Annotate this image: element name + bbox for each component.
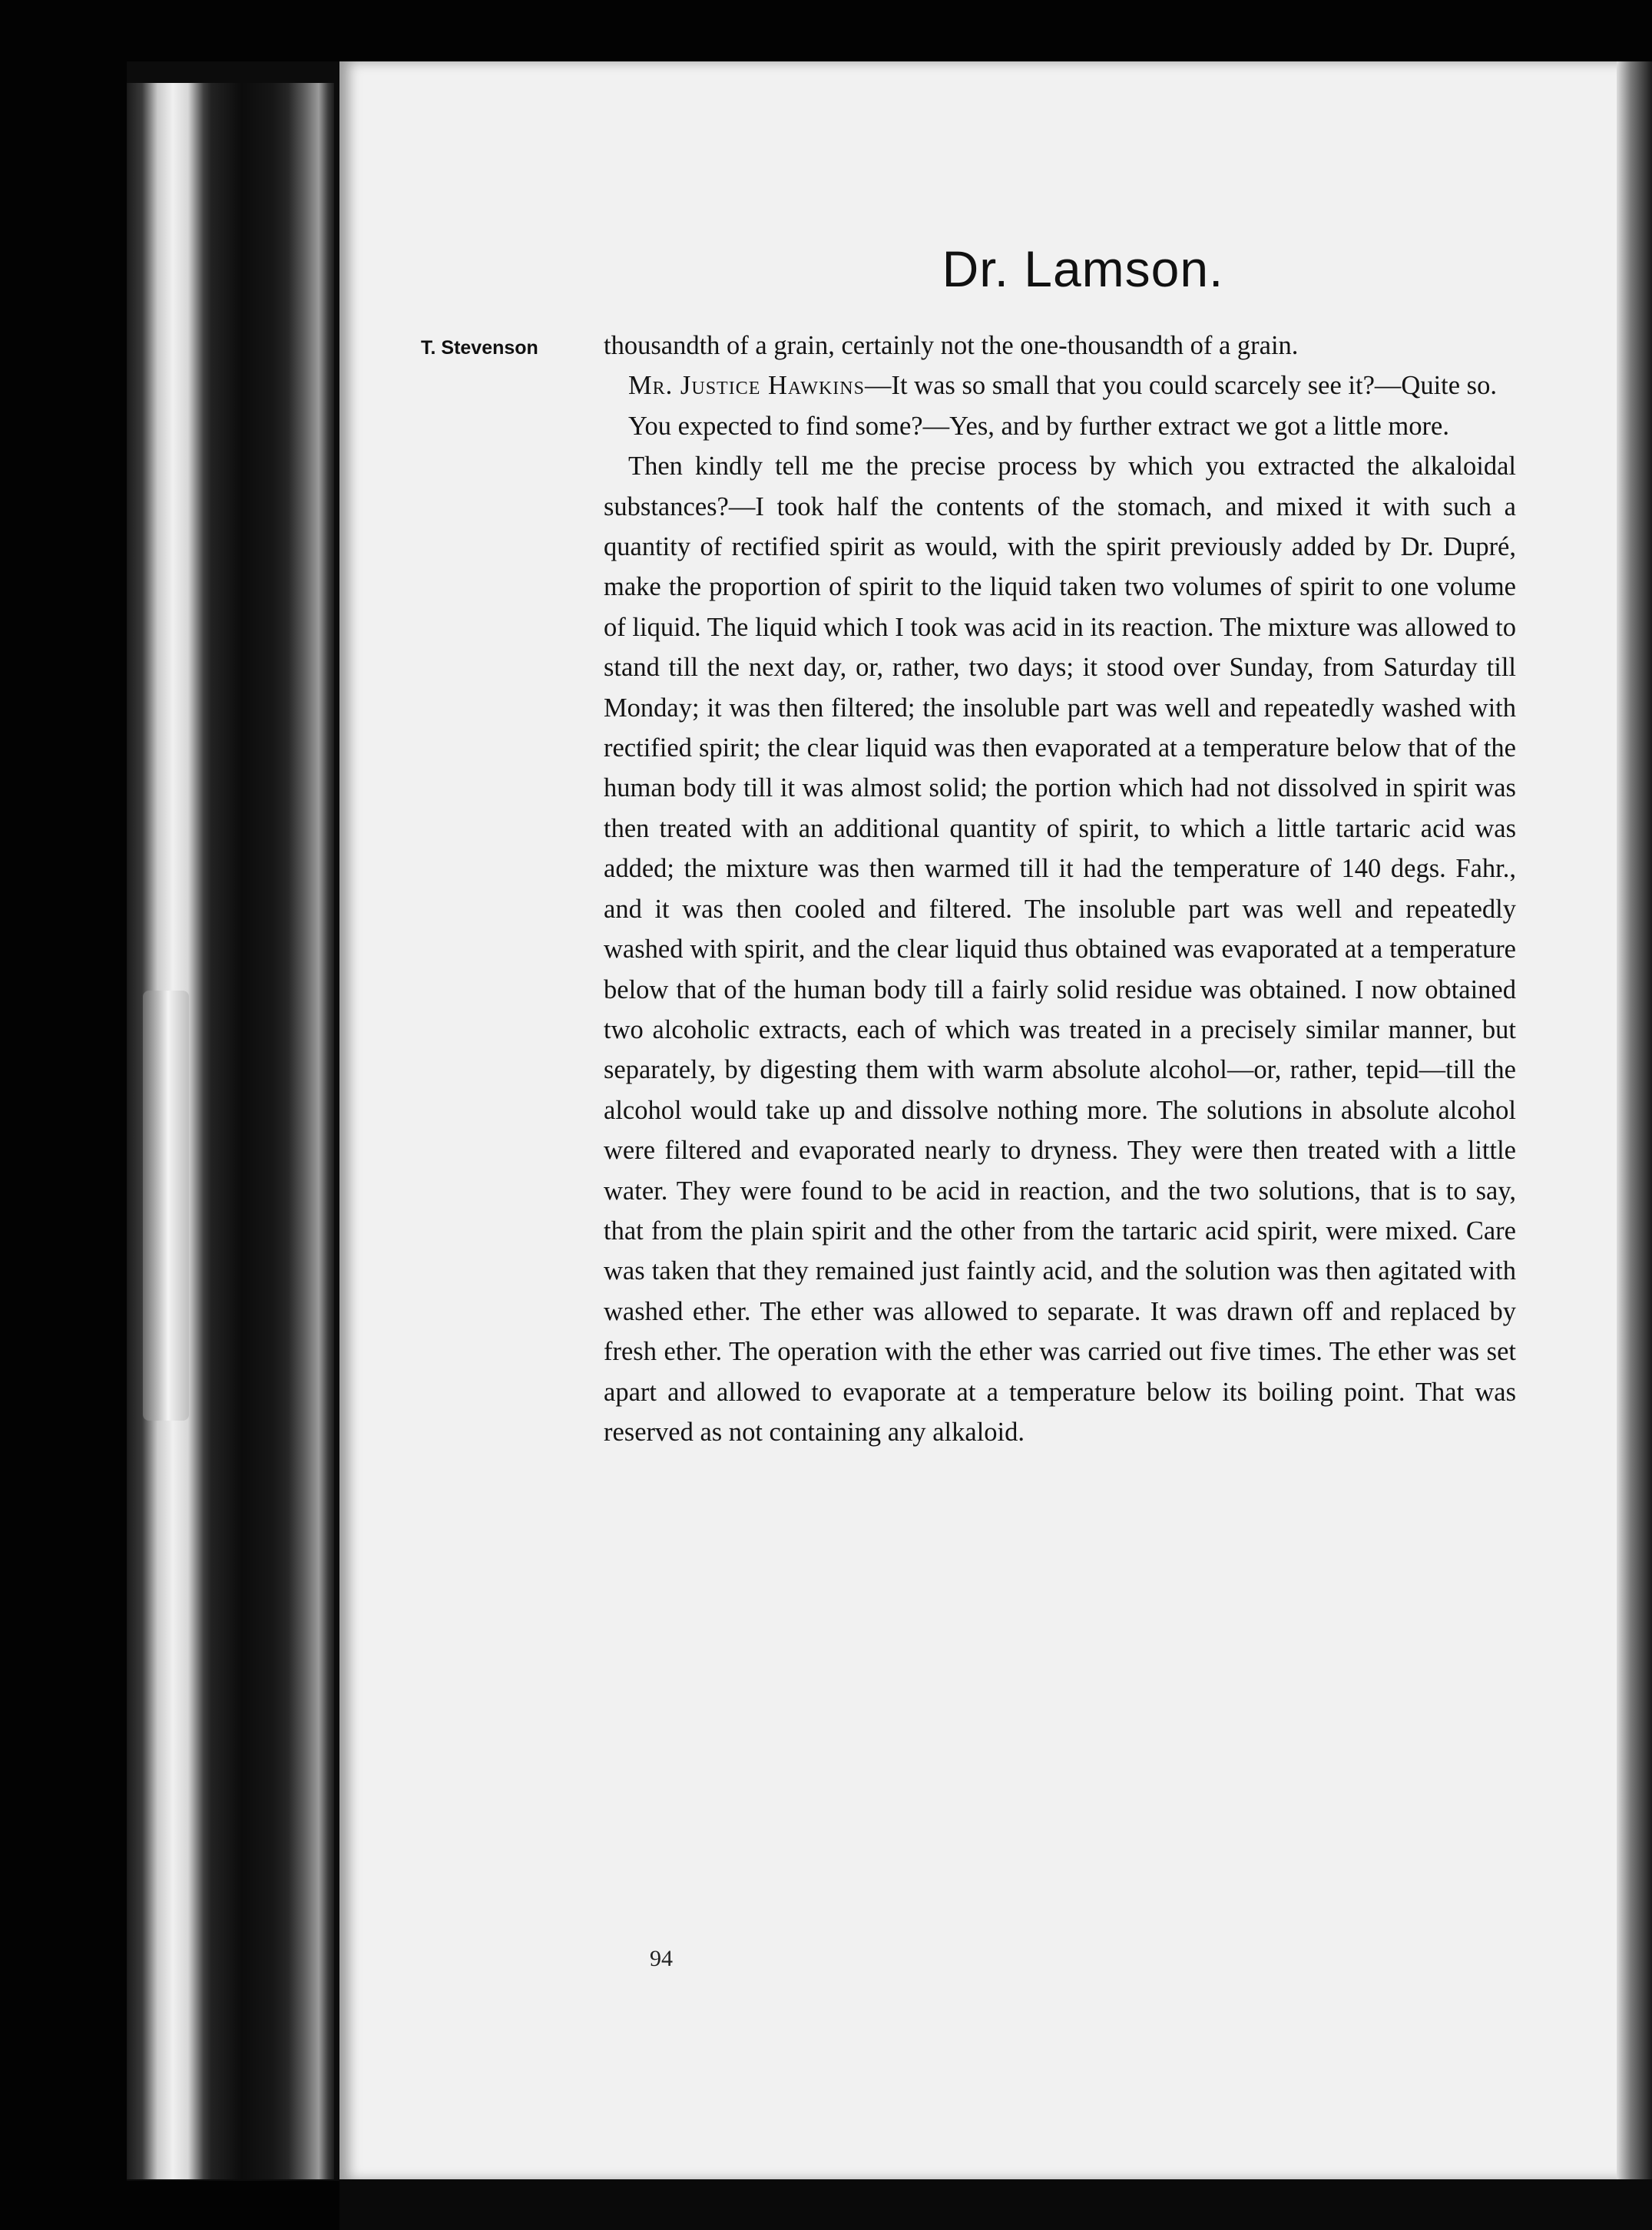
- page-number: 94: [650, 1946, 673, 1971]
- speaker-name: Mr. Justice Hawkins: [628, 371, 865, 401]
- paragraph-2: [604, 366, 1516, 405]
- paragraph-1: thousandth of a grain, certainly not the one-thousandth of a grain.: [604, 331, 1299, 360]
- paragraph-4: Then kindly tell me the precise process by which you extracted the alkaloidal substances?—I took half the contents of the stomach, and mixed it with such a quantity of rectified spirit as would, with the spirit previously added by Dr. Dupré, make the proportion of spirit to the liquid taken two volumes of spirit to one volume of liquid. The liquid which I took was acid in its reaction. The mixture was allowed to stand till the next day, or, rather, two days; it stood over Sunday, from Saturday till Monday; it was then filtered; the insoluble part was well and repeatedly washed with rectified spirit; the clear liquid was then evaporated at a temperature below that of the human body till it was almost solid; the portion which had not dissolved in spirit was then treated with an additional quantity of spirit, to which a little tartaric acid was added; the mixture was then warmed till it had the temperature of 140 degs. Fahr., and it was then cooled and filtered. The insoluble part was well and repeatedly washed with spirit, and the clear liquid thus obtained was evaporated at a temperature below that of the human body till a fairly solid residue was obtained. I now obtained two alcoholic extracts, each of which was treated in a precisely similar manner, but separately, by digesting them with warm absolute alcohol—or, rather, tepid—till the alcohol would take up and dissolve nothing more. The solutions in absolute alcohol were filtered and evaporated nearly to dryness. They were then treated with a little water. They were found to be acid in reaction, and the two solutions, that is to say, that from the plain spirit and the other from the tartaric acid spirit, were mixed. Care was taken that they remained just faintly acid, and the solution was then agitated with washed ether. The ether was allowed to separate. It was drawn off and replaced by fresh ether. The operation with the ether was carried out five times. The ether was set apart and allowed to evaporate at a temperature below its boiling point. That was reserved as not containing any alkaloid.: [604, 452, 1516, 1447]
- body-text: [604, 326, 1516, 1946]
- bottom-strip: [339, 2179, 1652, 2230]
- page-title: Dr. Lamson.: [942, 240, 1224, 297]
- page-right-edge: [1617, 61, 1652, 2181]
- margin-note-witness: T. Stevenson: [421, 337, 538, 359]
- clip-tab: [143, 991, 189, 1421]
- paragraph-3: You expected to find some?—Yes, and by further extract we got a little more.: [628, 411, 1449, 441]
- paragraph-2-text: —It was so small that you could scarcely see it?—Quite so.: [864, 371, 1497, 401]
